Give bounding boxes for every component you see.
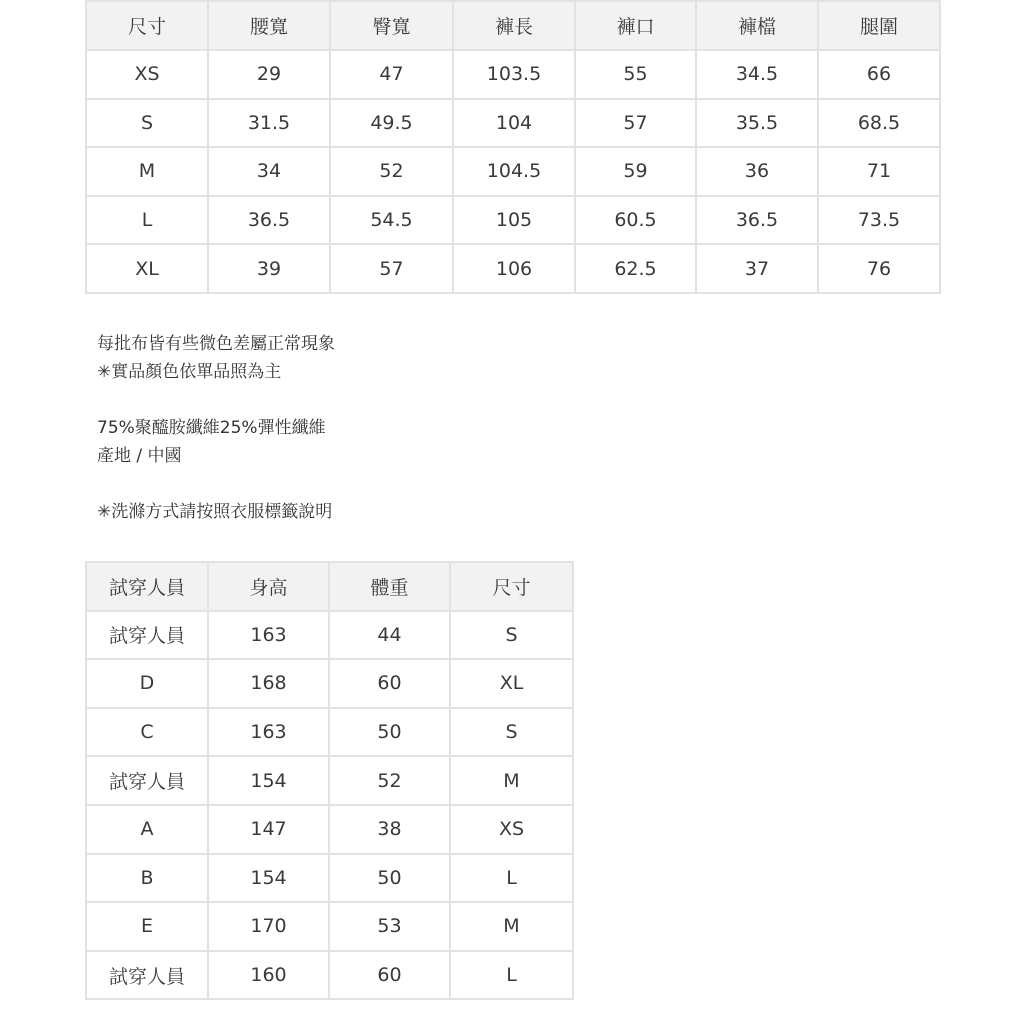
table-cell: 44 (329, 611, 450, 660)
table-cell: 105 (453, 196, 575, 245)
size-chart-table (85, 0, 941, 294)
table-cell: 73.5 (818, 196, 940, 245)
table-cell: 34 (208, 147, 330, 196)
table-cell: 104.5 (453, 147, 575, 196)
table-cell: 163 (208, 611, 329, 660)
table-cell: 154 (208, 756, 329, 805)
table-cell: XS (450, 805, 573, 854)
table-cell: 59 (575, 147, 696, 196)
color-note: ✳實品顏色依單品照為主 (97, 362, 282, 382)
table-cell: XS (86, 50, 208, 99)
table-cell: 60.5 (575, 196, 696, 245)
table-cell: M (450, 902, 573, 951)
table-cell: M (86, 147, 208, 196)
table-cell: 35.5 (696, 99, 818, 148)
table-row (86, 854, 573, 903)
table-cell: 試穿人員 (86, 611, 208, 660)
table-cell: XL (450, 659, 573, 708)
table-cell: 47 (330, 50, 453, 99)
header-cell: 試穿人員 (86, 562, 208, 611)
table-cell: M (450, 756, 573, 805)
table-cell: 66 (818, 50, 940, 99)
table-cell: E (86, 902, 208, 951)
size-chart-header-row (86, 1, 940, 50)
notes-spacer (97, 386, 797, 414)
fitting-header-row (86, 562, 573, 611)
table-cell: L (450, 854, 573, 903)
origin-note: 產地 / 中國 (97, 446, 182, 466)
fabric-variation-note: 每批布皆有些微色差屬正常現象 (97, 334, 335, 354)
table-cell: 38 (329, 805, 450, 854)
table-row (86, 756, 573, 805)
table-cell: B (86, 854, 208, 903)
table-cell: 36.5 (208, 196, 330, 245)
table-row (86, 196, 940, 245)
notes-spacer (97, 470, 797, 498)
table-cell: 57 (330, 244, 453, 293)
table-cell: XL (86, 244, 208, 293)
table-cell: 34.5 (696, 50, 818, 99)
table-cell: 62.5 (575, 244, 696, 293)
fitting-model-table (85, 561, 574, 1000)
table-cell: 104 (453, 99, 575, 148)
table-row (86, 659, 573, 708)
header-cell: 身高 (208, 562, 329, 611)
table-cell: 53 (329, 902, 450, 951)
table-cell: 29 (208, 50, 330, 99)
table-cell: 71 (818, 147, 940, 196)
table-cell: 50 (329, 854, 450, 903)
table-cell: 49.5 (330, 99, 453, 148)
header-cell: 褲長 (453, 1, 575, 50)
table-cell: 60 (329, 951, 450, 1000)
table-cell: L (86, 196, 208, 245)
table-cell: S (450, 708, 573, 757)
header-cell: 體重 (329, 562, 450, 611)
table-cell: 52 (330, 147, 453, 196)
table-row (86, 244, 940, 293)
table-cell: 163 (208, 708, 329, 757)
table-row (86, 99, 940, 148)
table-row (86, 50, 940, 99)
header-cell: 臀寬 (330, 1, 453, 50)
table-row (86, 708, 573, 757)
table-cell: C (86, 708, 208, 757)
table-cell: 54.5 (330, 196, 453, 245)
table-cell: D (86, 659, 208, 708)
header-cell: 腿圍 (818, 1, 940, 50)
table-cell: 168 (208, 659, 329, 708)
table-cell: 50 (329, 708, 450, 757)
table-cell: 160 (208, 951, 329, 1000)
product-notes (97, 330, 797, 526)
table-cell: S (86, 99, 208, 148)
table-cell: 36 (696, 147, 818, 196)
table-cell: 37 (696, 244, 818, 293)
table-cell: 55 (575, 50, 696, 99)
header-cell: 褲檔 (696, 1, 818, 50)
table-cell: 170 (208, 902, 329, 951)
table-cell: 68.5 (818, 99, 940, 148)
table-cell: 76 (818, 244, 940, 293)
header-cell: 褲口 (575, 1, 696, 50)
table-cell: 147 (208, 805, 329, 854)
table-row (86, 805, 573, 854)
table-row (86, 902, 573, 951)
table-cell: 106 (453, 244, 575, 293)
table-cell: S (450, 611, 573, 660)
table-cell: 39 (208, 244, 330, 293)
table-cell: 試穿人員 (86, 951, 208, 1000)
table-cell: 57 (575, 99, 696, 148)
material-note: 75%聚醯胺纖維25%彈性纖維 (97, 418, 326, 438)
care-note: ✳洗滌方式請按照衣服標籤說明 (97, 502, 333, 522)
table-cell: 試穿人員 (86, 756, 208, 805)
table-cell: 36.5 (696, 196, 818, 245)
table-cell: 154 (208, 854, 329, 903)
table-cell: 103.5 (453, 50, 575, 99)
table-cell: L (450, 951, 573, 1000)
table-row (86, 611, 573, 660)
header-cell: 尺寸 (86, 1, 208, 50)
table-row (86, 951, 573, 1000)
table-cell: 60 (329, 659, 450, 708)
table-cell: 52 (329, 756, 450, 805)
table-cell: A (86, 805, 208, 854)
table-cell: 31.5 (208, 99, 330, 148)
header-cell: 腰寬 (208, 1, 330, 50)
table-row (86, 147, 940, 196)
header-cell: 尺寸 (450, 562, 573, 611)
